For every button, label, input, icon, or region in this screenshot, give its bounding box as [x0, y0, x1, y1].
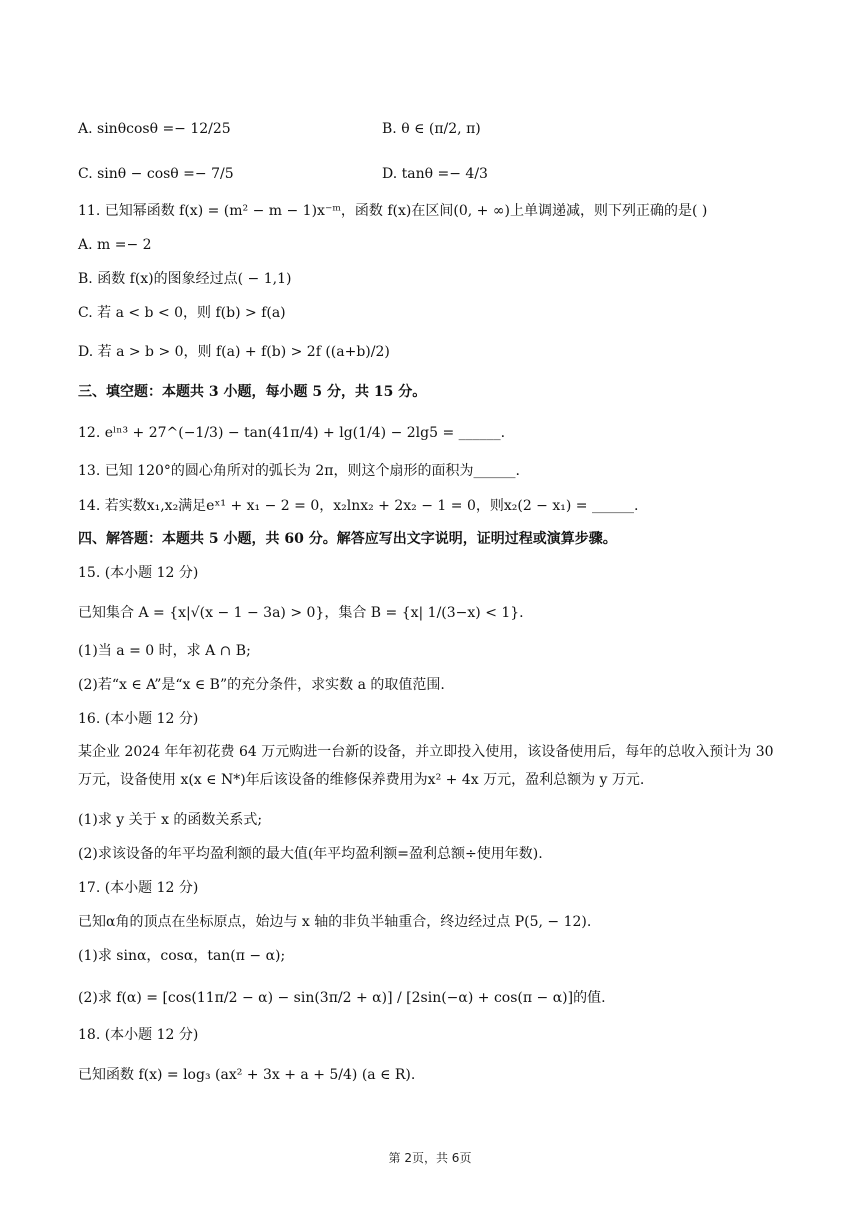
q10-option-c: C. sinθ − cosθ =− 7/5	[78, 166, 234, 182]
q16-heading: 16. (本小题 12 分)	[78, 711, 199, 727]
q15-heading: 15. (本小题 12 分)	[78, 565, 199, 581]
section-3-heading: 三、填空题：本题共 3 小题，每小题 5 分，共 15 分。	[78, 384, 427, 400]
q11-option-c: C. 若 a < b < 0，则 f(b) > f(a)	[78, 305, 286, 321]
q18-stem: 已知函数 f(x) = log₃ (ax² + 3x + a + 5/4) (a ∈ R).	[78, 1067, 416, 1083]
q10-option-b: B. θ ∈ (π/2, π)	[382, 121, 481, 137]
q18-heading: 18. (本小题 12 分)	[78, 1027, 199, 1043]
q11-option-a: A. m =− 2	[78, 237, 152, 253]
page-footer: 第 2页，共 6页	[388, 1151, 472, 1165]
q10-option-a: A. sinθcosθ =− 12/25	[78, 121, 231, 137]
q12: 12. eˡⁿ³ + 27^(−1/3) − tan(41π/4) + lg(1/4) − 2lg5 = ______.	[78, 425, 506, 441]
q11-option-d: D. 若 a > b > 0，则 f(a) + f(b) > 2f ((a+b)/2)	[78, 344, 390, 360]
q15-part1: (1)当 a = 0 时，求 A ∩ B;	[78, 643, 251, 659]
q15-part2: (2)若“x ∈ A”是“x ∈ B”的充分条件，求实数 a 的取值范围.	[78, 677, 445, 693]
q16-part2: (2)求该设备的年平均盈利额的最大值(年平均盈利额=盈利总额÷使用年数).	[78, 846, 543, 862]
section-4-heading: 四、解答题：本题共 5 小题，共 60 分。解答应写出文字说明，证明过程或演算步骤。	[78, 531, 617, 547]
q17-part1: (1)求 sinα，cosα，tan(π − α);	[78, 948, 286, 964]
q15-stem: 已知集合 A = {x|√(x − 1 − 3a) > 0}，集合 B = {x| 1/(3−x) < 1}.	[78, 605, 524, 621]
q13: 13. 已知 120°的圆心角所对的弧长为 2π，则这个扇形的面积为______.	[78, 463, 520, 479]
q16-part1: (1)求 y 关于 x 的函数关系式;	[78, 812, 263, 828]
q17-part2: (2)求 f(α) = [cos(11π/2 − α) − sin(3π/2 + α)] / [2sin(−α) + cos(π − α)]的值.	[78, 990, 606, 1006]
q11-stem: 11. 已知幂函数 f(x) = (m² − m − 1)x⁻ᵐ，函数 f(x)在区间(0, + ∞)上单调递减，则下列正确的是( )	[78, 203, 708, 219]
q16-stem: 某企业 2024 年年初花费 64 万元购进一台新的设备，并立即投入使用，该设备使用后，每年的总收入预计为 30 万元，设备使用 x(x ∈ N*)年后该设备的维修保养费用为x² + 4x 万元，盈利总额为 y 万元.	[78, 744, 774, 788]
q14: 14. 若实数x₁,x₂满足eˣ¹ + x₁ − 2 = 0，x₂lnx₂ + 2x₂ − 1 = 0，则x₂(2 − x₁) = ______.	[78, 498, 639, 514]
q17-stem: 已知α角的顶点在坐标原点，始边与 x 轴的非负半轴重合，终边经过点 P(5, − 12).	[78, 914, 592, 930]
q10-option-d: D. tanθ =− 4/3	[382, 166, 488, 182]
q17-heading: 17. (本小题 12 分)	[78, 880, 199, 896]
q11-option-b: B. 函数 f(x)的图象经过点( − 1,1)	[78, 271, 292, 287]
